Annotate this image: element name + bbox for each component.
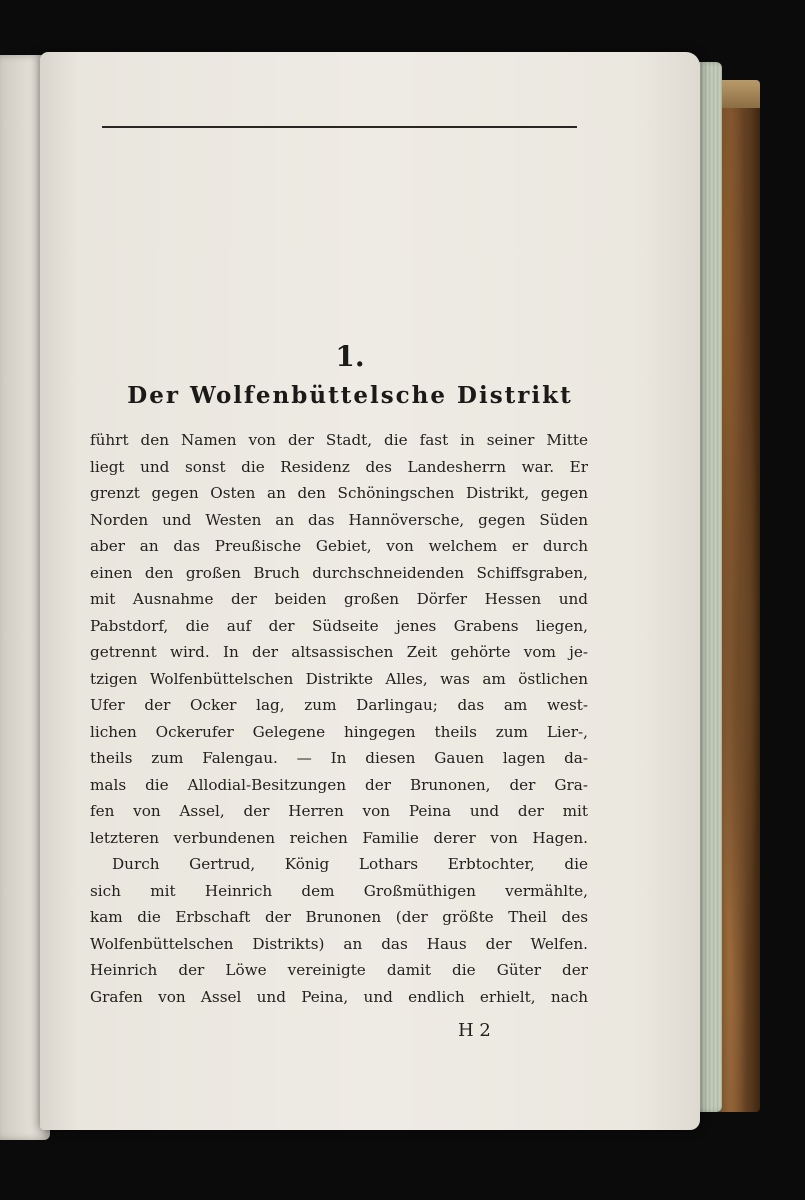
text-line: mit Ausnahme der beiden großen Dörfer Hessen und <box>90 590 588 608</box>
text-line: sich mit Heinrich dem Großmüthigen vermählte, <box>90 881 588 900</box>
text-line: tzigen Wolfenbüttelschen Distrikte Alles, was am östlichen <box>90 669 588 688</box>
chapter-number: 1. <box>335 340 365 373</box>
text-line: Pabstdorf, die auf der Südseite jenes Grabens liegen, <box>90 616 588 635</box>
text-line: liegt und sonst die Residenz des Landesherrn war. Er <box>90 457 588 476</box>
book-page <box>40 52 700 1130</box>
text-line: grenzt gegen Osten an den Schöningschen Distrikt, gegen <box>90 484 588 502</box>
text-line: mals die Allodial-Besitzungen der Brunonen, der Gra- <box>90 775 588 794</box>
text-line: Wolfenbüttelschen Distrikts) an das Haus der Welfen. <box>90 934 588 953</box>
text-line: getrennt wird. In der altsassischen Zeit gehörte vom je- <box>90 643 588 661</box>
text-line: Grafen von Assel und Peina, und endlich erhielt, nach <box>90 987 588 1006</box>
text-line: theils zum Falengau. — In diesen Gauen lagen da- <box>90 749 588 767</box>
text-line: fen von Assel, der Herren von Peina und der mit <box>90 802 588 820</box>
text-line: aber an das Preußische Gebiet, von welchem er durch <box>90 537 588 555</box>
text-line: Durch Gertrud, König Lothars Erbtochter, die <box>112 855 588 873</box>
body-text <box>90 427 588 1010</box>
text-line: kam die Erbschaft der Brunonen (der größte Theil des <box>90 908 588 926</box>
text-line: einen den großen Bruch durchschneidenden Schiffsgraben, <box>90 563 588 582</box>
top-rule <box>102 126 577 128</box>
catchword: H 2 <box>458 1020 491 1041</box>
text-line: Heinrich der Löwe vereinigte damit die Güter der <box>90 961 588 979</box>
text-line: lichen Ockerufer Gelegene hingegen theils zum Lier-, <box>90 722 588 741</box>
text-line: Norden und Westen an das Hannöversche, gegen Süden <box>90 510 588 529</box>
text-line: Ufer der Ocker lag, zum Darlingau; das am west- <box>90 696 588 714</box>
text-line: führt den Namen von der Stadt, die fast in seiner Mitte <box>90 431 588 449</box>
chapter-title: Der Wolfenbüttelsche Distrikt <box>127 382 573 409</box>
text-line: letzteren verbundenen reichen Familie derer von Hagen. <box>90 828 588 847</box>
